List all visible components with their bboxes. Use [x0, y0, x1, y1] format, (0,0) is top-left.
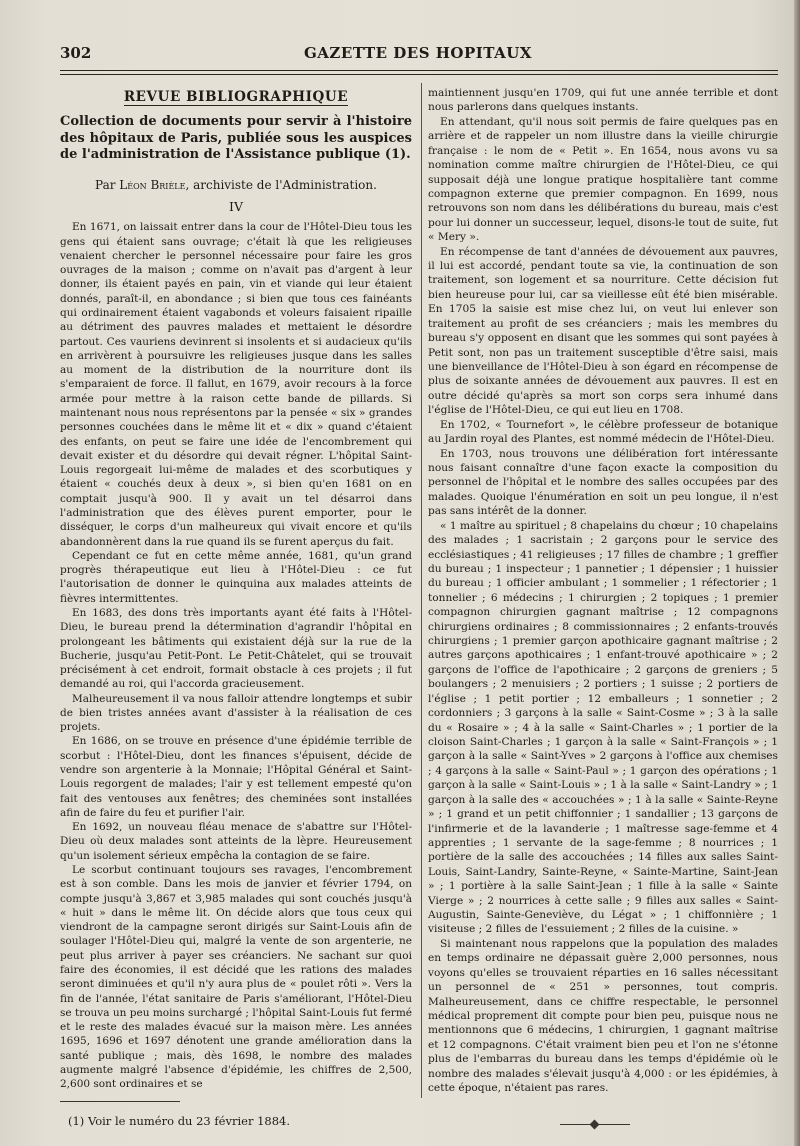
journal-title: GAZETTE DES HOPITAUX — [303, 44, 532, 62]
paragraph: En 1692, un nouveau fléau menace de s'abattre sur l'Hôtel-Dieu où deux malades sont atteints de la lèpre. Heureusement qu'un isolement sérieux empêcha la contagion de se faire. — [60, 821, 412, 862]
paragraph: En 1683, des dons très importants ayant été faits à l'Hôtel-Dieu, le bureau prend la détermination d'agrandir l'hôpital en prolongeant les bâtiments qui existaient déjà sur la rue de la Bucherie, jusqu'au Petit-Pont. Le Petit-Châtelet, qui se trouvait précisément à cet endroit, formait obstacle à ces projets ; il fut demandé au roi, qui l'accorda gracieusement. — [60, 606, 412, 691]
paragraph: En récompense de tant d'années de dévouement aux pauvres, il lui est accordé, pendant toute sa vie, la continuation de son traitement, son logement et sa nourriture. Cette décision fut bien heureuse pour lui, car sa vieillesse eût été bien misérable. En 1705 la saisie est mise chez lui, on veut lui enlever son traitement au profit de ses créanciers ; mais les membres du bureau s'y opposent en disant que les sommes qui sont payées à Petit sont, non pas un traitement susceptible d'être saisi, mais une bienveillance de l'Hôtel-Dieu à son égard en récompense de plus de soixante années de dévouement aux pauvres. Il est en outre décidé qu'après sa mort son corps sera inhumé dans l'église de l'Hôtel-Dieu, ce qui eut lieu en 1708. — [428, 245, 778, 417]
paragraph: En 1686, on se trouve en présence d'une épidémie terrible de scorbut : l'Hôtel-Dieu, dont les finances s'épuisent, décide de vendre son argenterie à la Monnaie; l'Hôpital Général et Saint-Louis regorgent de malades; l'air y est tellement empesté qu'on fait des ventouses aux fenêtres; des cheminées sont installées afin de faire du feu et purifier l'air. — [60, 735, 412, 819]
author-name: Léon Brièle — [119, 177, 186, 192]
page-number: 302 — [60, 44, 92, 62]
paragraph: maintiennent jusqu'en 1709, qui fut une année terrible et dont nous parlerons dans quelques instants. — [428, 87, 778, 114]
paragraph: En 1703, nous trouvons une délibération fort intéressante nous faisant connaître d'une façon exacte la composition du personnel de l'hôpital et le nombre des salles occupées par des malades. Quoique l'énumération en soit un peu longue, il n'est pas sans intérêt de la donner. — [428, 447, 778, 518]
right-column — [428, 86, 778, 1096]
section-title: REVUE BIBLIOGRAPHIQUE — [123, 89, 349, 105]
collection-title: Collection de documents pour servir à l'histoire des hôpitaux de Paris, publiée sous les auspices de l'administration de l'Assistance publique (1). — [60, 114, 412, 163]
end-ornament — [560, 1124, 630, 1125]
page-edge — [794, 0, 800, 1146]
paragraph: Le scorbut continuant toujours ses ravages, l'encombrement est à son comble. Dans les mois de janvier et février 1794, on compte jusqu'à 3,867 et 3,985 malades qui sont couchés jusqu'à « huit » dans le même lit. On décide alors que tous ceux qui viendront de la campagne seront dirigés sur Saint-Louis afin de soulager l'Hôtel-Dieu qui, malgré la vente de son argenterie, ne peut plus arriver à payer ses créanciers. Ne sachant sur quoi faire des économies, il est décidé que les rations des malades seront diminuées et qu'il n'y aura plus de « poulet rôti ». Vers la fin de l'année, l'état sanitaire de Paris s'améliorant, l'Hôtel-Dieu se trouva un peu moins surchargé ; l'hôpital Saint-Louis fut fermé et le reste des malades évacué sur la maison mère. Les années 1695, 1696 et 1697 dénotent une grande amélioration dans la santé publique ; mais, dès 1698, le nombre des malades augmente malgré l'absence d'épidémie, les chiffres de 2,500, 2,600 sont ordinaires et se — [60, 864, 412, 1091]
personnel-list: « 1 maître au spirituel ; 8 chapelains du chœur ; 10 chapelains des malades ; 1 sacristain ; 2 garçons pour le service des ecclésiastiques ; 41 religieuses ; 17 filles de chambre ; 1 greffier du bureau ; 1 inspecteur ; 1 pannetier ; 1 dépensier ; 1 huissier du bureau ; 1 officier ambulant ; 1 sommelier ; 1 réfectorier ; 1 tonnelier ; 6 médecins ; 1 chirurgien ; 2 topiques ; 1 premier compagnon chirurgien gagnant maîtrise ; 12 compagnons chirurgiens ordinaires ; 8 commissionnaires ; 2 enfants-trouvés chirurgiens ; 1 premier garçon apothicaire gagnant maîtrise ; 2 autres garçons apothicaires ; 1 enfant-trouvé apothicaire » ; 2 garçons de l'office de l'apothicaire ; 2 garçons de greniers ; 5 boulangers ; 2 menuisiers ; 2 portiers ; 1 suisse ; 2 portiers de l'église ; 1 petit portier ; 12 emballeurs ; 1 sonnetier ; 2 cordonniers ; 3 garçons à la salle « Saint-Cosme » ; 3 à la salle du « Rosaire » ; 4 à la salle « Saint-Charles » ; 1 portier de la cloison Saint-Charles ; 1 garçon à la salle « Saint-François » ; 1 garçon à la salle « Saint-Yves » 2 garçons à l'office aux chemises ; 4 garçons à la salle « Saint-Paul » ; 1 garçon des opérations ; 1 garçon à la salle « Saint-Louis » ; 1 à la salle « Saint-Landry » ; 1 garçon à la salle des « accouchées » ; 1 à la salle « Sainte-Reyne » ; 1 grand et un petit chiffonnier ; 1 sandallier ; 13 garçons de l'infirmerie et de la lavanderie ; 1 maîtresse sage-femme et 4 apprenties ; 1 servante de la sage-femme ; 8 nourrices ; 1 portière de la salle des accouchées ; 14 filles aux salles Saint-Louis, Saint-Landry, Sainte-Reyne, « Sainte-Martine, Saint-Jean » ; 1 portière à la salle Saint-Jean ; 1 fille à la salle « Sainte Vierge » ; 2 nourrices à cette salle ; 9 filles aux salles « Saint-Augustin, Sainte-Geneviève, du Légat » ; 1 chiffonnière ; 1 visiteuse ; 2 filles de l'essuiement ; 2 filles de la cuisine. » — [428, 519, 778, 936]
header-rule-thin — [60, 74, 778, 75]
paragraph: Cependant ce fut en cette même année, 1681, qu'un grand progrès thérapeutique eut lieu à l'Hôtel-Dieu : ce fut l'autorisation de donner le quinquina aux malades atteints de fièvres intermittentes. — [60, 549, 412, 605]
paragraph: En attendant, qu'il nous soit permis de faire quelques pas en arrière et de rappeler un nom illustre dans la vieille chirurgie française : le nom de « Petit ». En 1654, nous avons vu sa nomination comme maître chirurgien de l'Hôtel-Dieu, ce qui supposait déjà une longue pratique hospitalière tant comme compagnon externe que premier compagnon. En 1699, nous retrouvons son nom dans les délibérations du bureau, mais c'est pour lui donner un successeur, lequel, disons-le tout de suite, fut « Mery ». — [428, 115, 778, 244]
header-rule — [60, 70, 778, 71]
paragraph: Malheureusement il va nous falloir attendre longtemps et subir de bien tristes années avant d'assister à la réalisation de ces projets. — [60, 692, 412, 734]
paragraph: En 1671, on laissait entrer dans la cour de l'Hôtel-Dieu tous les gens qui étaient sans ouvrage; c'était là que les religieuses venaient chercher le personnel nécessaire pour faire les gros ouvrages de la maison ; comme on n'avait pas d'argent à leur donner, ils étaient payés en pain, vin et viande qui leur étaient donnés, paraît-il, en abondance ; si bien que tous ces fainéants qui ordinairement étaient vagabonds et voleurs faisaient ripaille au détriment des pauvres malades et mettaient le désordre partout. Ces vauriens devinrent si insolents et si audacieux qu'ils en arrivèrent à poursuivre les religieuses jusque dans les salles au moment de la distribution de la nourriture dont ils s'emparaient de force. Il fallut, en 1679, avoir recours à la force armée pour mettre à la raison cette bande de pillards. Si maintenant nous nous représentons par la pensée « six » grandes personnes couchées dans le même lit et « dix » quand c'étaient des enfants, on peut se faire une idée de l'encombrement qui devait exister et du désordre qui devait régner. L'hôpital Saint-Louis regorgeait lui-même de malades et des scorbutiques y étaient « couchés deux à deux », si bien qu'en 1681 on en comptait jusqu'à 900. Il y avait un tel désarroi dans l'administration que des élèves purent emporter, pour le disséquer, le corps d'un malheureux qui vivait encore et qu'ils abandonnèrent dans la rue quand ils se furent aperçus du fait. — [60, 221, 412, 548]
column-divider — [421, 83, 422, 1098]
left-column — [60, 86, 412, 1092]
footnote-rule — [60, 1101, 180, 1102]
paragraph: En 1702, « Tournefort », le célèbre professeur de botanique au Jardin royal des Plantes, est nommé médecin de l'Hôtel-Dieu. — [428, 418, 778, 446]
page-header — [60, 44, 776, 64]
paragraph: Si maintenant nous rappelons que la population des malades en temps ordinaire ne dépassait guère 2,000 personnes, nous voyons qu'elles se trouvaient réparties en 16 salles nécessitant un personnel de « 251 » personnes, tout compris. Malheureusement, dans ce chiffre respectable, le personnel médical proprement dit compte pour bien peu, puisque nous ne mentionnons que 6 médecins, 1 chirurgien, 1 gagnant maîtrise et 12 compagnons. C'était vraiment bien peu et l'on ne s'étonne plus de l'embarras du bureau dans les temps d'épidémie où le nombre des malades s'élevait jusqu'à 4,000 : or les épidémies, à cette époque, n'étaient pas rares. — [428, 937, 778, 1095]
footnote: (1) Voir le numéro du 23 février 1884. — [68, 1114, 291, 1128]
chapter-number: IV — [229, 199, 243, 215]
author-line: Par Léon Brièle, archiviste de l'Administration. — [95, 177, 377, 192]
